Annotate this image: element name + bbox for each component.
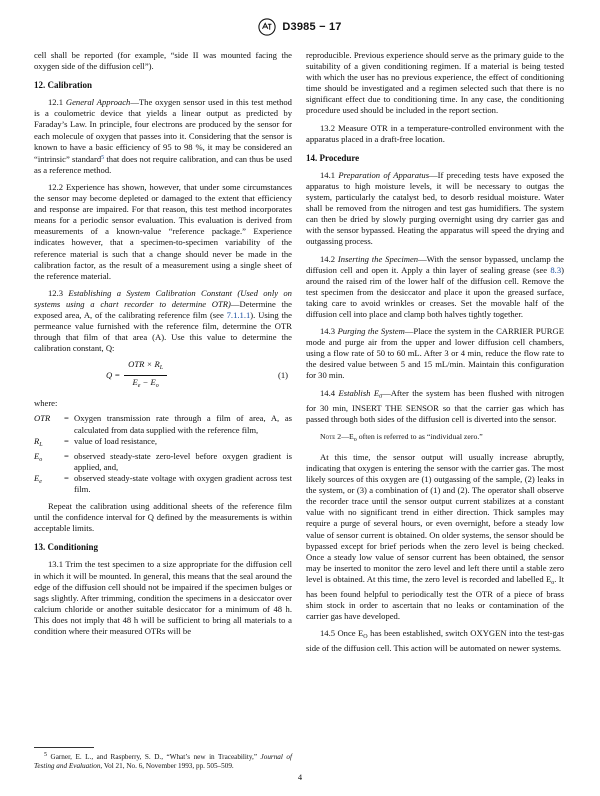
definition-item: $R_L$ = value of load resistance, <box>34 435 158 448</box>
page-header <box>0 16 600 38</box>
paragraph-at-this-time: At this time, the sensor output will usually increase abruptly, indicating that oxygen is entering the sensor with the carrier gas. The most likely sources of this oxygen are (1) outgassing of the sample, (2) leaks in the system, or (3) a combination of (1) and (2). The operator shall observe the recorder trace until the sensor output current stabilizes at a constant value with no significant trend in either direction. Thick samples may require a purge of several hours, or even overnight, before a steady low value of sensor current is obtained. On older systems, the sensor should be bypassed except for brief periods when the zero level is being checked. Once a steady low value of sensor current has been obtained, the sensor may be inserted to monitor the zero level and left there until a stable zero level is obtained. At this time, the zero level is recorded and labelled $E_o$. It has been found helpful to periodically test the OTR of a piece of brass shim stock in order to ascertain that no leaks or contamination of the carrier gas have developed. <box>306 451 564 622</box>
paragraph-13-1: 13.1 Trim the test specimen to a size appropriate for the diffusion cell in which it will be mounted. In general, this means that the seal around the edge of the diffusion cell should not be impaired if the specimen bulges or sags slightly. After trimming, condition the specimens in a desiccator over calcium chloride or another suitable desiccator for a minimum of 48 h. This does not imply that 48 h will be sufficient to bring all materials to a condition where their measured OTRs will be <box>34 559 292 637</box>
paragraph-continuation: reproducible. Previous experience should serve as the primary guide to the suitability of a given conditioning regimen. If a material is being tested with which the user has no previous experience, the effect of conditioning time should be investigated and a regimen selected such that there is no significant effect due to conditioning time. In any case, the conditioning procedure used should be included in the report section. <box>306 50 564 116</box>
section-link-8-3[interactable]: 8.3 <box>550 264 562 275</box>
where-label: where: <box>34 398 58 409</box>
section-link-7-1-1-1[interactable]: 7.1.1.1 <box>226 309 251 320</box>
section-heading-procedure: 14. Procedure <box>306 152 360 163</box>
section-heading-calibration: 12. Calibration <box>34 80 93 91</box>
astm-logo-icon <box>258 18 276 36</box>
paragraph-14-4: 14.4 Establish $E_0—After$ the system has been flushed with nitrogen for 30 min, INSERT THE SENSOR so that the carrier gas which has passed through both sides of the diffusion cell is diverted into the sensor. <box>306 387 565 424</box>
note-2: Note $2—E_o$ often is referred to as “individual zero.” <box>320 431 483 443</box>
page-number: 4 <box>297 772 303 782</box>
standard-designation: D3985 − 17 <box>282 21 342 33</box>
paragraph-repeat-calibration: Repeat the calibration using additional sheets of the reference film until the confidence interval for Q defined by the measurements is within acceptable limits. <box>34 501 292 534</box>
equation-1 <box>34 360 292 390</box>
paragraph-14-5: 14.5 Once $E_O$ has been established, switch OXYGEN into the test-gas side of the diffusion cell. This action will be automated on newer systems. <box>306 628 564 654</box>
definition-item: OTR = Oxygen transmission rate through a film of area, A, as calculated from data supplied with the reference film, <box>34 413 292 435</box>
paragraph-12-1: 12.1 General Approach—The oxygen sensor used in this test method is a coulometric device that yields a linear output as predicted by Faraday’s Law. In principle, four electrons are produced by the sensor for each molecule of oxygen that passes into it. Considering that the sensor is known to have a basic efficiency of 95 to 98 %, it may be considered an “intrinsic” standard$^5$ that does not require calibration, and can thus be used as a reference method. <box>34 97 292 175</box>
paragraph-14-1: 14.1 Preparation of Apparatus—If preceding tests have exposed the apparatus to high moisture levels, it will be necessary to outgas the system, particularly the catalyst bed, to desorb residual moisture. Water shall be removed from the nitrogen and test gas humidifiers. The system can then be dried by slowly purging overnight using dry carrier gas and with the sensor bypassed. Heating the apparatus will speed the drying and outgassing process. <box>306 169 564 247</box>
right-column <box>306 50 564 661</box>
definition-item: $E_o$ = observed steady-state zero-level before oxygen gradient is applied, and, <box>34 450 292 472</box>
footnote-ref-5[interactable]: 5 <box>101 154 105 161</box>
paragraph-12-3: 12.3 Establishing a System Calibration Constant (Used only on systems using a chart recorder to determine OTR)—Determine the exposed area, A, of the calibrating reference film (see 7.1.1.1). Using the permeance value furnished with the reference film, determine the OTR through that film of that area (A). Use this value to determine the calibration constant, Q: <box>34 287 292 354</box>
equation-lhs: Q = <box>106 369 121 380</box>
paragraph-continuation: cell shall be reported (for example, “side II was mounted facing the oxygen side of the diffusion cell”). <box>34 50 292 72</box>
definition-item: $E_e$ = observed steady-state voltage with oxygen gradient across test film. <box>34 472 292 494</box>
paragraph-14-3: 14.3 Purging the System—Place the system in the CARRIER PURGE mode and purge air from the upper and lower diffusion cell chambers, using a flow rate of 50 to 60 mL. After 3 or 4 min, reduce the flow rate to the desired value between 5 and 15 mL/min. Maintain this configuration for 30 min. <box>306 326 564 381</box>
paragraph-12-2: 12.2 Experience has shown, however, that under some circumstances the sensor may become depleted or damaged to the extent that efficiency and response are impaired. For that reason, this test method incorporates means for a periodic sensor evaluation. This evaluation is derived from measurements of a known-value “reference package.” Experience indicates however, that a specimen-to-specimen variability of the reference material is such that a change should never be made in the calibration factor, as the result of a measurement using a single sheet of the reference material. <box>34 181 292 281</box>
left-column <box>34 50 292 643</box>
equation-number: (1) <box>277 369 288 380</box>
paragraph-14-2: 14.2 Inserting the Specimen—With the sensor bypassed, unclamp the diffusion cell and open it. Apply a thin layer of sealing grease (see 8.3) around the raised rim of the lower half of the diffusion cell. Remove the test specimen from the desiccator and place it upon the greased surface, taking care to avoid wrinkles or creases. Set the movable half of the diffusion cell into place and clamp both halves tightly together. <box>306 253 564 319</box>
equation-fraction: $\frac{OTR \times R_L}{E_e - E_o}$ <box>124 359 167 392</box>
paragraph-13-2: 13.2 Measure OTR in a temperature-controlled environment with the apparatus placed in a draft-free location. <box>306 122 564 144</box>
section-heading-conditioning: 13. Conditioning <box>34 542 99 553</box>
footnote-divider <box>34 747 94 748</box>
variable-definitions <box>34 413 292 495</box>
footnote-5: $^5$ Garner, E. L., and Raspberry, S. D., “What’s new in Traceability,” Journal of Testing and Evaluation, Vol 21, No. 6, November 1993, pp. 505–509. <box>34 752 292 770</box>
